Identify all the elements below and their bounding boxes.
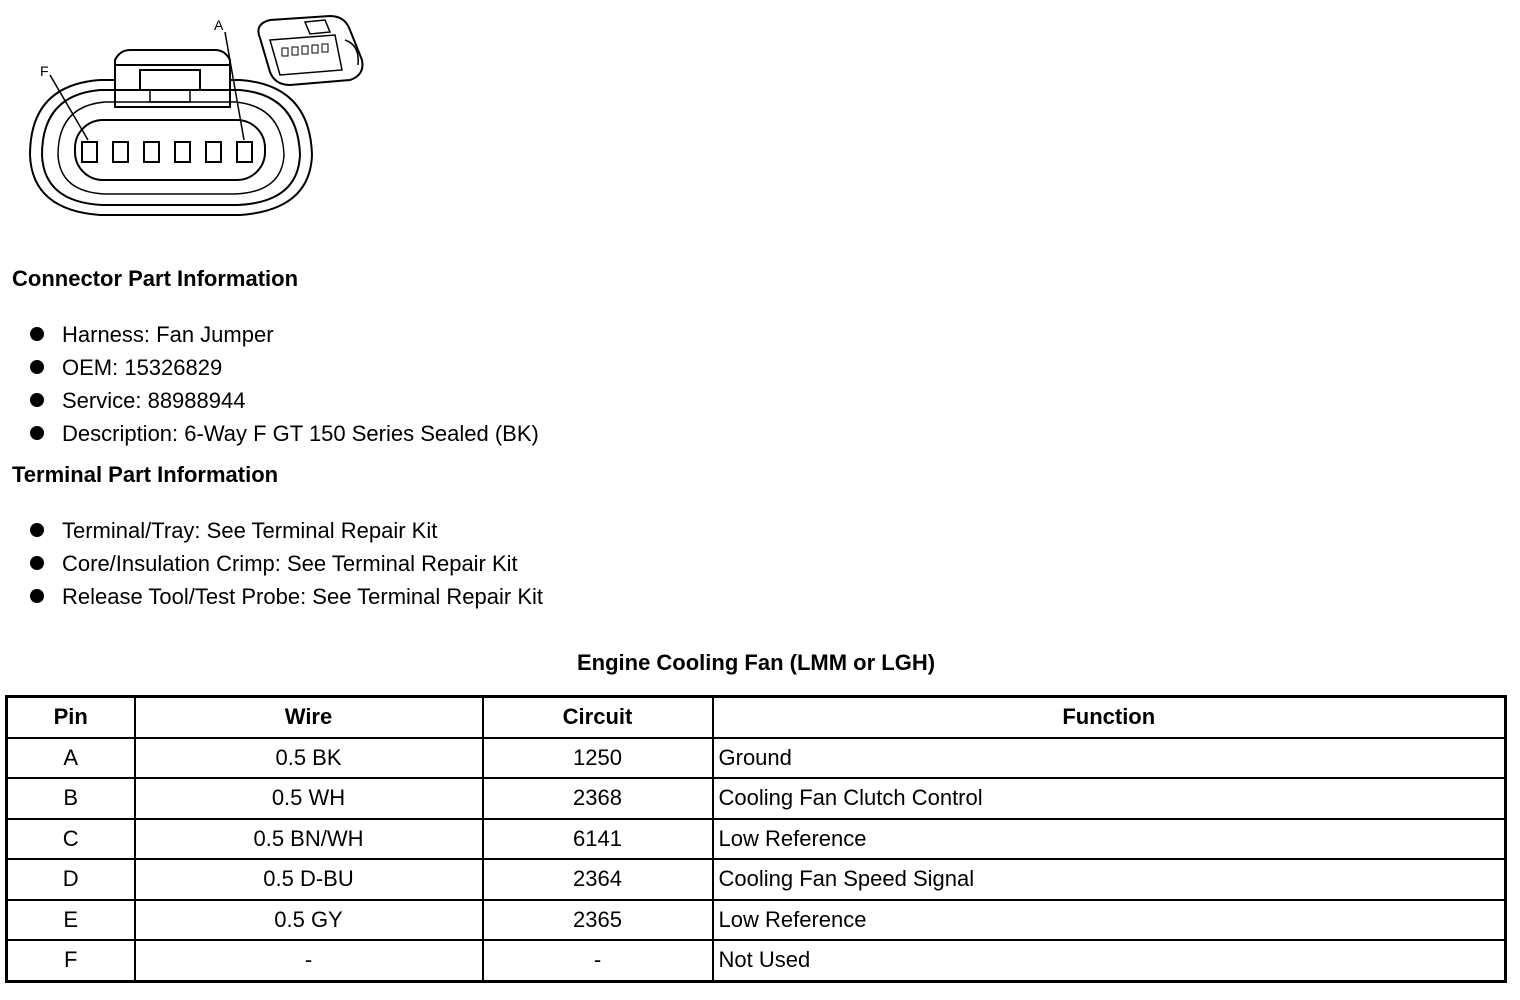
header-wire: Wire	[135, 697, 483, 738]
table-row	[7, 819, 1506, 860]
cell-wire: 0.5 BK	[135, 738, 483, 779]
cell-function: Not Used	[713, 940, 1506, 981]
cell-circuit: 2365	[483, 900, 713, 941]
cell-function: Low Reference	[713, 819, 1506, 860]
bullet-icon	[30, 393, 44, 407]
cell-function: Cooling Fan Speed Signal	[713, 859, 1506, 900]
pin-label-f: F	[40, 63, 49, 79]
cell-function: Low Reference	[713, 900, 1506, 941]
terminal-c	[175, 142, 190, 162]
connector-diagram	[20, 10, 380, 220]
terminal-f	[82, 142, 97, 162]
cell-wire: -	[135, 940, 483, 981]
cell-pin: B	[7, 778, 135, 819]
cell-pin: D	[7, 859, 135, 900]
cell-wire: 0.5 D-BU	[135, 859, 483, 900]
pinout-table	[5, 695, 1507, 983]
header-function: Function	[713, 697, 1506, 738]
cell-pin: A	[7, 738, 135, 779]
table-title: Engine Cooling Fan (LMM or LGH)	[576, 650, 936, 675]
latch-tab	[140, 70, 200, 90]
cell-circuit: 1250	[483, 738, 713, 779]
terminal-part-info-list	[28, 514, 543, 613]
cell-wire: 0.5 GY	[135, 900, 483, 941]
header-pin: Pin	[7, 697, 135, 738]
table-header-row	[7, 697, 1506, 738]
bullet-icon	[30, 556, 44, 570]
list-item: Core/Insulation Crimp: See Terminal Repair Kit	[28, 547, 543, 580]
header-circuit: Circuit	[483, 697, 713, 738]
table-row	[7, 778, 1506, 819]
cell-function: Ground	[713, 738, 1506, 779]
cell-pin: F	[7, 940, 135, 981]
table-row	[7, 940, 1506, 981]
cell-circuit: -	[483, 940, 713, 981]
list-item: OEM: 15326829	[28, 351, 539, 384]
connector-outer-shell	[30, 50, 312, 215]
terminal-row	[82, 142, 252, 162]
list-item: Release Tool/Test Probe: See Terminal Repair Kit	[28, 580, 543, 613]
cell-wire: 0.5 WH	[135, 778, 483, 819]
bullet-icon	[30, 523, 44, 537]
bullet-icon	[30, 360, 44, 374]
list-item: Terminal/Tray: See Terminal Repair Kit	[28, 514, 543, 547]
connector-perspective-icon	[258, 16, 362, 85]
bullet-icon	[30, 426, 44, 440]
leader-line-a	[225, 32, 244, 140]
connector-face-drawing	[20, 10, 380, 220]
connector-latch	[115, 65, 230, 107]
terminal-part-info-heading: Terminal Part Information	[12, 462, 279, 487]
connector-part-info-list	[28, 318, 539, 450]
terminal-e	[113, 142, 128, 162]
cell-pin: E	[7, 900, 135, 941]
pin-label-a: A	[214, 17, 224, 33]
cell-circuit: 6141	[483, 819, 713, 860]
terminal-a	[237, 142, 252, 162]
latch-release	[150, 90, 190, 102]
table-row	[7, 738, 1506, 779]
cell-pin: C	[7, 819, 135, 860]
cell-wire: 0.5 BN/WH	[135, 819, 483, 860]
connector-part-info-heading: Connector Part Information	[12, 266, 299, 291]
table-row	[7, 900, 1506, 941]
terminal-b	[206, 142, 221, 162]
list-item: Description: 6-Way F GT 150 Series Sealed (BK)	[28, 417, 539, 450]
list-item: Service: 88988944	[28, 384, 539, 417]
cell-function: Cooling Fan Clutch Control	[713, 778, 1506, 819]
cell-circuit: 2364	[483, 859, 713, 900]
table-row	[7, 859, 1506, 900]
bullet-icon	[30, 589, 44, 603]
list-item: Harness: Fan Jumper	[28, 318, 539, 351]
terminal-d	[144, 142, 159, 162]
cell-circuit: 2368	[483, 778, 713, 819]
bullet-icon	[30, 327, 44, 341]
